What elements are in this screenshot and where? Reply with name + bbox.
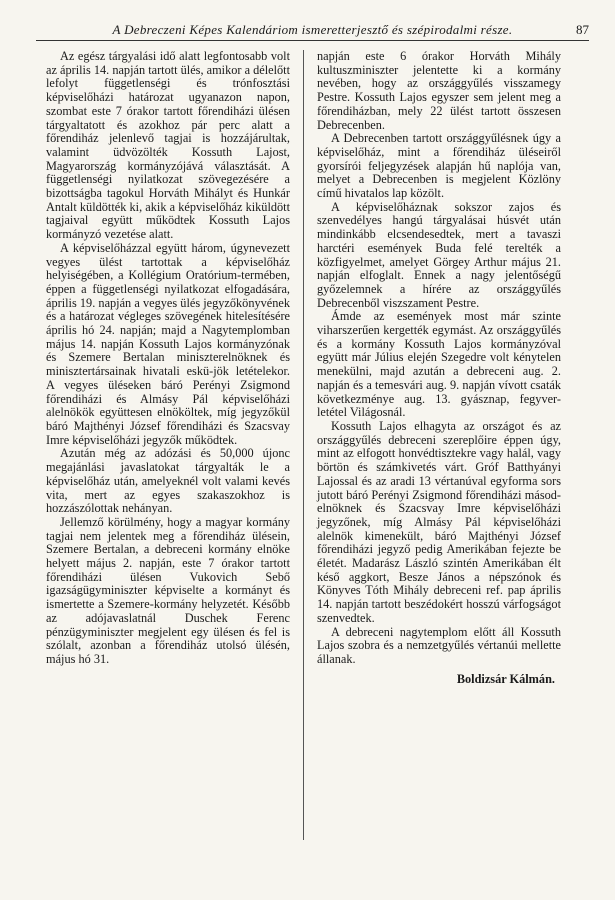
paragraph: Ámde az események most már szinte viharszerűen kergették egymást. Az országgyűlés és a kormány Kossuth Lajos kormányzóval együtt már Július elején Szegedre volt kénytelen menekülni, majd azután a debreceni aug. 2. napján és a temesvári aug. 9. napján vívott csaták következménye aug. 13. gyásznap, fegyver-letétel Világosnál. — [317, 309, 561, 420]
left-column — [46, 50, 290, 667]
paragraph: Jellemző körülmény, hogy a magyar kormány tagjai nem jelentek meg a főrendiház ülésein, Szemere Bertalan, a debreceni kormány elnöke helyett május 2. napján, este 7 órakor tartott főrendiházi ülésen Vukovich Sebő igazságügyminiszter képviselte a kormányt és ismertette a Szemere-kormány helyzetét. Később az adójavaslatnál Duschek Ferenc pénzügyminiszter megjelent egy ülésen és fel is szólalt, azonban a főrendiház utolsó ülésén, május hó 31. — [46, 514, 290, 666]
paragraph: A debreceni nagytemplom előtt áll Kossuth Lajos szobra és a nemzetgyűlés vértanúi mellette állanak. — [317, 624, 561, 666]
running-header — [36, 20, 589, 41]
paragraph: A képviselőházzal együtt három, úgynevezett vegyes ülést tartottak a képviselőház helyiségében, a Kollégium Oratórium-termében, éppen a függetlenségi nyilatkozat elfogadására, április 19. napján a vegyes ülés jegyzőkönyvének és a határozat végleges szövegének hitelesítésére április hó 24. napján; majd a Nagytemplomban május 14. napján Kossuth Lajos kormányzónak és Szemere Bertalan miniszterelnöknek és minisztertársainak hivatali eskü-jök letételekor. A vegyes üléseken báró Perényi Zsigmond főrendiházi és Almásy Pál képviselőházi alelnökök együttesen elnököltek, míg jegyzőkül báró Majthényi József főrendiházi és Szacsvay Imre képviselőházi jegyzők működtek. — [46, 240, 290, 447]
page-number: 87 — [576, 22, 589, 37]
author-signature: Boldizsár Kálmán. — [456, 671, 555, 686]
paragraph: napján este 6 órakor Horváth Mihály kultuszminiszter jelentette ki a kormány nevében, hogy az országgyűlés visszamegy Pestre. Kossuth Lajos egyszer sem jelent meg a főrendiházban, mely 22 ülést tartott összesen Debrecenben. — [317, 49, 561, 132]
paragraph: Azután még az adózási és 50,000 újonc megajánlási javaslatokat tárgyalták le a képviselőház után, amelyeknél volt valami kevés vita, mert az egyes szakaszokhoz is hozzászólottak nehányan. — [46, 446, 290, 516]
paragraph: Kossuth Lajos elhagyta az országot és az országgyűlés debreceni szereplőire éppen úgy, mint az elfogott honvédtisztekre vagy halál, vagy börtön és számkivetés várt. Gróf Batthyányi Lajossal és az aradi 13 vértanúval egyforma sors jutott báró Perényi Zsigmond főrendiházi másod-elnöknek és Szacsvay Imre képviselőházi jegyzőnek, míg Almásy Pál képviselőházi alelnök kimenekült, báró Majthényi József főrendiházi jegyző pedig Amerikában fejezte be életét. Madarász László szintén Amerikában élt késő aggkort, Besze János a népszónok és Könyves Tóth Mihály debreceni ref. pap április 14. napján tartott beszédokért hosszú várfogságot szenvedtek. — [317, 418, 561, 625]
paragraph: A képviselőháznak sokszor zajos és szenvedélyes hangú tárgyalásai húsvét után mindinkább elcsendesedtek, mert a tavaszi harctéri események Buda felé terelték a közfigyelmet, amelyet Görgey Arthur május 21. napján elfoglalt. Ennek a nagy jelentőségű győzelemnek a hírére az országgyűlés Debrecenből viszszament Pestre. — [317, 199, 561, 310]
header-title: A Debreczeni Képes Kalendáriom ismeretterjesztő és szépirodalmi része. — [112, 22, 513, 37]
right-column — [317, 50, 561, 686]
paragraph: Az egész tárgyalási idő alatt legfontosabb volt az április 14. napján tartott ülés, amikor a délelőtt lefolyt függetlenségi és trónfosztási képviselőházi határozat ugyanazon napon, szombat este 7 órakor tartott főrendiházi ülésen tárgyaltatott és azokhoz pár perc alatt a főrendiház jelenlevő tagjai is hozzájárultak, valamint üdvözölték Kossuth Lajost, Magyarország kormányzójává választását. A függetlenségi nyilatkozat szövegezésére a bizottságba tagokul Horváth Mihályt és Hunkár Antalt küldötték ki, akik a képviselőház kiküldött tagjaival együtt működtek Kossuth Lajos kormányzó vezetése alatt. — [46, 49, 290, 242]
column-divider — [303, 50, 304, 840]
paragraph: A Debrecenben tartott országgyűlésnek úgy a képviselőház, mint a főrendiház üléseiről gyorsírói feljegyzések alapján hű naplója van, melyet a Debrecenben is megjelent Közlöny című hivatalos lap közölt. — [317, 131, 561, 201]
